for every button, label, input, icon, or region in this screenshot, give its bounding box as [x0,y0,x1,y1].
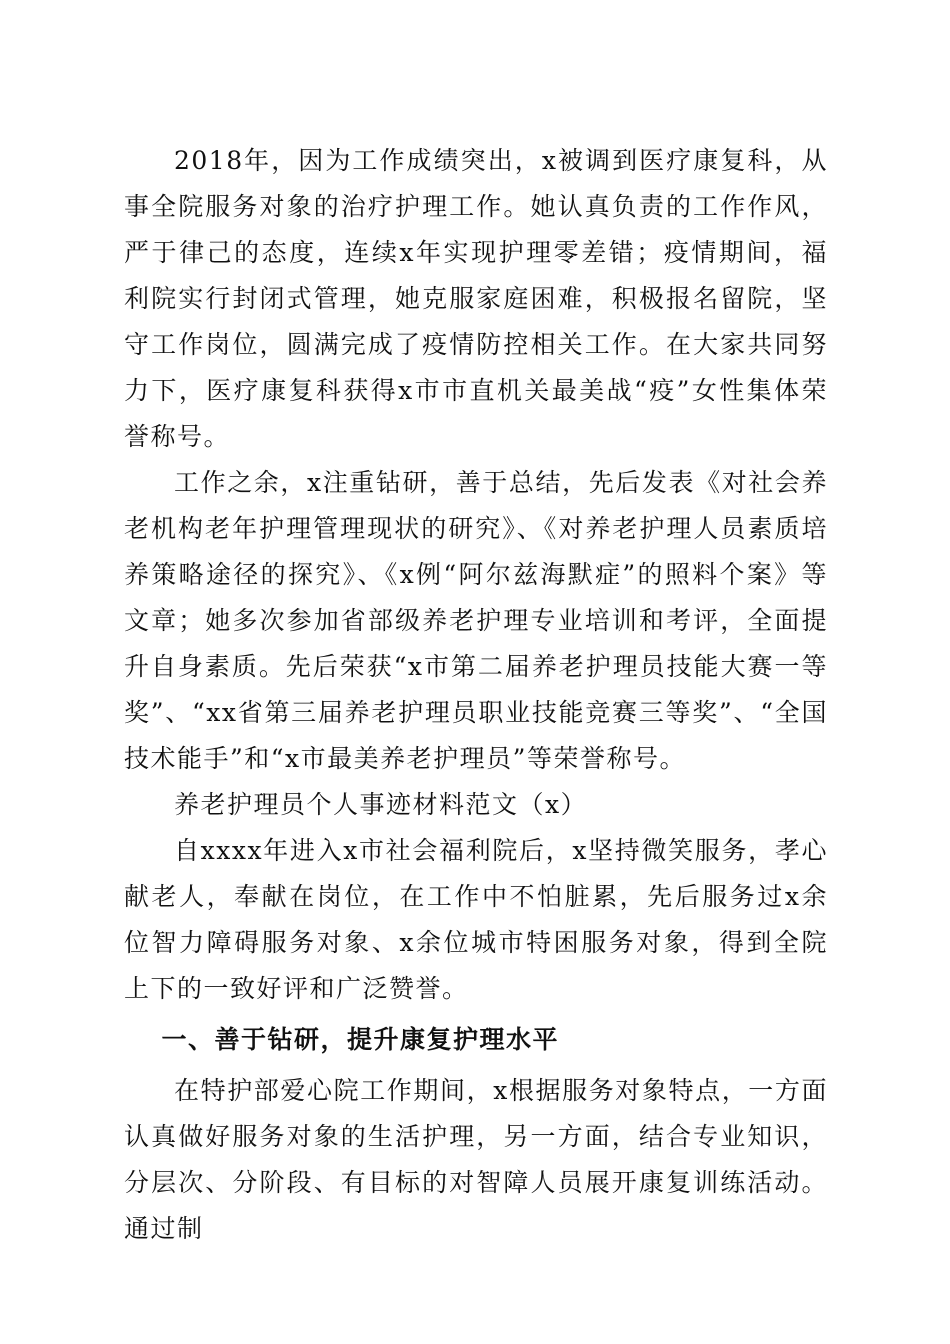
paragraph-example-title: 养老护理员个人事迹材料范文（x） [174,790,588,819]
paragraph-care-work: 在特护部爱心院工作期间，x根据服务对象特点，一方面认真做好服务对象的生活护理，另一方面，结合专业知识，分层次、分阶段、有目标的对智障人员展开康复训练活动。通过制 [124,1076,828,1243]
section-heading: 一、善于钻研，提升康复护理水平 [161,1025,560,1054]
paragraph-transfer-rehab: 2018年，因为工作成绩突出，x被调到医疗康复科，从事全院服务对象的治疗护理工作。她认真负责的工作作风，严于律己的态度，连续x年实现护理零差错；疫情期间，福利院实行封闭式管理，她克服家庭困难，积极报名留院，坚守工作岗位，圆满完成了疫情防控相关工作。在大家共同努力下，医疗康复科获得x市市直机关最美战“疫”女性集体荣誉称号。 [124,146,828,451]
paragraph-research-awards: 工作之余，x注重钻研，善于总结，先后发表《对社会养老机构老年护理管理现状的研究》、《对养老护理人员素质培养策略途径的探究》、《x例“阿尔兹海默症”的照料个案》等文章；她多次参加省部级养老护理专业培训和考评，全面提升自身素质。先后荣获“x市第二届养老护理员技能大赛一等奖”、“xx省第三届养老护理员职业技能竞赛三等奖”、“全国技术能手”和“x市最美养老护理员”等荣誉称号。 [124,468,828,773]
document-body [124,138,828,1252]
paragraph-welfare-service: 自xxxx年进入x市社会福利院后，x坚持微笑服务，孝心献老人，奉献在岗位，在工作中不怕脏累，先后服务过x余位智力障碍服务对象、x余位城市特困服务对象，得到全院上下的一致好评和广泛赞誉。 [124,836,828,1003]
